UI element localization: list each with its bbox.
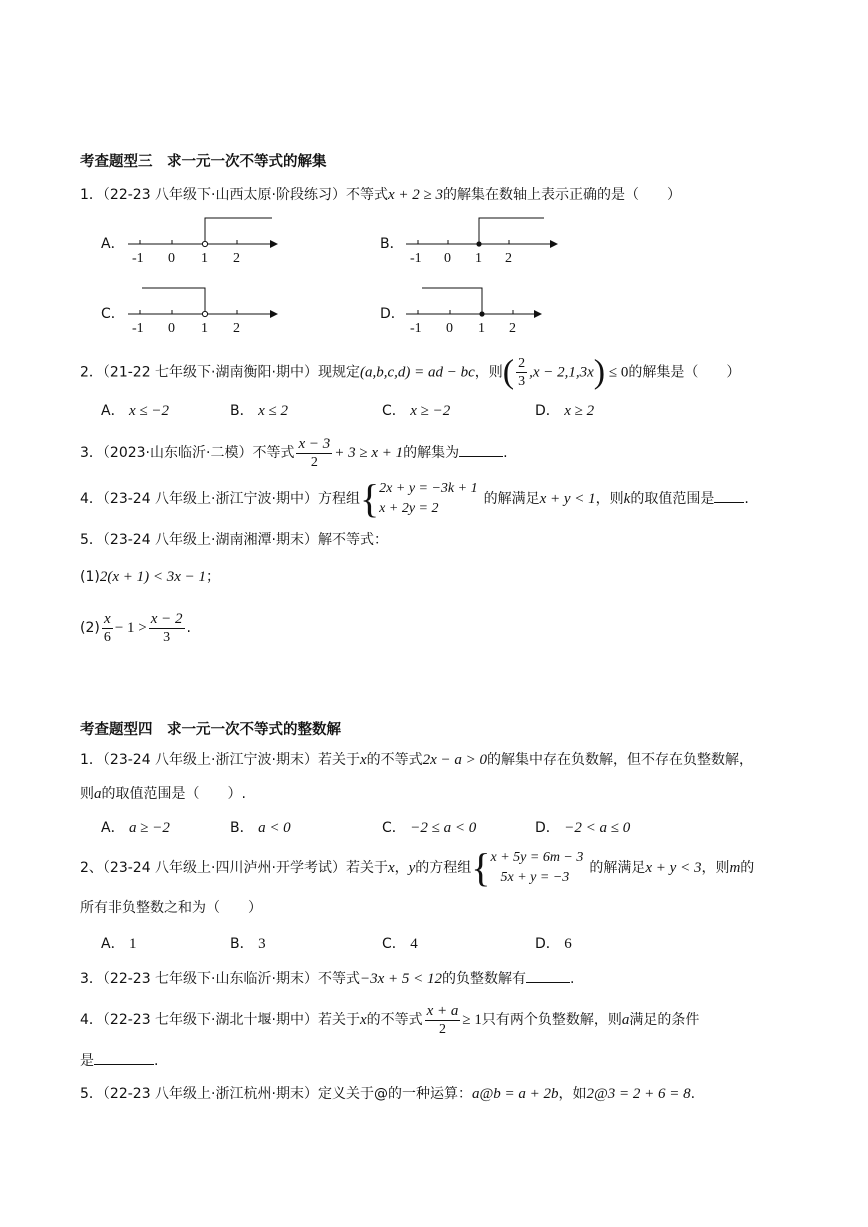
question-text: 方程组 — [317, 491, 360, 507]
tick-label: 0 — [446, 321, 453, 336]
s3-question-1 — [80, 185, 681, 205]
math-expression: a@b = a + 2b — [471, 1086, 559, 1102]
tick-label: 2 — [233, 321, 240, 336]
section-4-title: 考查题型四 求一元一次不等式的整数解 — [80, 722, 341, 738]
question-number: 2、 — [80, 860, 103, 876]
option-d-label: D． — [380, 306, 405, 322]
question-text: 现规定 — [317, 364, 360, 381]
question-source: （21-22 七年级下·湖南衡阳·期中） — [102, 364, 318, 381]
question-number: 3． — [80, 971, 103, 987]
s4-q1-option-d[interactable]: D． −2 < a ≤ 0 — [535, 820, 631, 836]
s3-question-3: 3．（2023·山东临沂·二模）不等式 $\frac{x - 3}{2}$ + 3 ≥ x + 1的解集为 . — [80, 435, 508, 470]
s3-question-4: 4．（23-24 八年级上·浙江宁波·期中）方程组{ 2x + y = −3k + 1 x + 2y = 2 的解满足x + y < 1，则k的取值范围是 . — [80, 476, 749, 521]
question-number: 2． — [80, 364, 103, 381]
tick-label: 1 — [201, 251, 208, 266]
tick-label: 2 — [233, 251, 240, 266]
fraction: $\frac{x - 3}{2}$ — [298, 435, 331, 470]
question-text: ，则 — [474, 364, 503, 381]
question-source: （2023·山东临沂·二模） — [102, 445, 253, 461]
s3-q2-option-b[interactable]: B． x ≤ 2 — [230, 403, 288, 419]
number-line-d — [400, 282, 560, 338]
equation-system: x + 5y = 6m − 3 5x + y = −3 — [490, 850, 584, 885]
fraction: $\frac{x}{6}$ — [103, 610, 111, 645]
tick-label: 1 — [478, 321, 485, 336]
s4-q2-option-c[interactable]: C． 4 — [382, 936, 418, 952]
question-source: （23-24 八年级上·浙江宁波·期中） — [102, 491, 318, 507]
s4-q1-option-b[interactable]: B． a < 0 — [230, 820, 291, 836]
question-source: （22-23 七年级下·湖北十堰·期中） — [102, 1012, 318, 1028]
option-b-label: B． — [380, 236, 404, 252]
math-expression: (a,b,c,d) = ad − bc — [359, 364, 475, 381]
s4-question-2: 2、（23-24 八年级上·四川泸州·开学考试）若关于x，y的方程组{ x + 5y = 6m − 3 5x + y = −3 的解满足x + y < 3，则m的 — [80, 845, 755, 890]
math-expression: ≤ 0 — [605, 364, 629, 381]
s3-question-5 — [80, 530, 388, 550]
tick-label: -1 — [410, 321, 422, 336]
s4-question-2-line2: 所有非负整数之和为（ ） — [80, 900, 262, 916]
s4-question-4-line2: 是 . — [80, 1050, 158, 1071]
tick-label: 2 — [505, 251, 512, 266]
tick-label: 1 — [475, 251, 482, 266]
tick-label: 0 — [168, 321, 175, 336]
definition-args: a,b,c,d — [364, 364, 406, 381]
question-number: 4． — [80, 1012, 103, 1028]
math-expression: 2@3 = 2 + 6 = 8 — [586, 1086, 691, 1102]
question-number: 5． — [80, 532, 103, 548]
s4-q1-option-c[interactable]: C． −2 ≤ a < 0 — [382, 820, 477, 836]
tick-label: 1 — [201, 321, 208, 336]
question-source: （22-23 八年级上·浙江杭州·期末） — [102, 1086, 318, 1102]
math-expression: x + y < 3 — [645, 860, 702, 876]
math-expression: 2x − a > 0 — [422, 752, 488, 768]
tick-label: -1 — [132, 321, 144, 336]
question-text: 的解满足 — [483, 491, 540, 507]
fraction: $\frac{x + a}{2}$ — [426, 1002, 459, 1037]
option-a-label: A． — [101, 236, 125, 252]
answer-blank[interactable] — [526, 968, 570, 983]
question-text: 的解集为 — [403, 445, 460, 461]
option-c-label: C． — [101, 306, 125, 322]
tick-label: 2 — [509, 321, 516, 336]
math-expression: 2(x + 1) < 3x − 1 — [99, 569, 207, 585]
equation-system: 2x + y = −3k + 1 x + 2y = 2 — [379, 481, 478, 516]
s4-q2-option-b[interactable]: B． 3 — [230, 936, 266, 952]
number-line-c — [120, 282, 280, 338]
tick-label: 0 — [444, 251, 451, 266]
question-text: 不等式 — [345, 187, 388, 203]
s3-q2-option-d[interactable]: D． x ≥ 2 — [535, 403, 595, 419]
math-expression: −3x + 5 < 12 — [359, 971, 442, 987]
s3-q2-option-c[interactable]: C． x ≥ −2 — [382, 403, 451, 419]
question-source: （23-24 八年级上·四川泸州·开学考试） — [102, 860, 346, 876]
s3-q5-part-2: (2) $\frac{x}{6}$ − 1 > $\frac{x - 2}{3}$ . — [80, 610, 191, 645]
tick-label: -1 — [410, 251, 422, 266]
question-number: 1． — [80, 187, 103, 203]
fraction: $\frac{2}{3}$ — [518, 356, 526, 389]
math-expression: x + y < 1 — [539, 491, 596, 507]
tick-label: -1 — [132, 251, 144, 266]
s4-question-4: 4．（22-23 七年级下·湖北十堰·期中）若关于x的不等式 $\frac{x + a}{2}$ ≥ 1只有两个负整数解，则a满足的条件 — [80, 1002, 700, 1037]
s4-question-5: 5．（22-23 八年级上·浙江杭州·期末）定义关于@的一种运算：a@b = a + 2b，如2@3 = 2 + 6 = 8. — [80, 1086, 696, 1102]
number-line-a — [120, 212, 280, 268]
math-expression: x + 2 ≥ 3 — [387, 187, 443, 203]
question-text: 解不等式： — [317, 532, 388, 548]
s3-q2-option-a[interactable]: A． x ≤ −2 — [101, 403, 170, 419]
fraction: $\frac{x - 2}{3}$ — [150, 610, 183, 645]
question-text: 不等式 — [252, 445, 295, 461]
s4-question-3: 3．（22-23 七年级下·山东临沂·期末）不等式−3x + 5 < 12的负整数解有 . — [80, 968, 574, 989]
number-line-b — [400, 212, 560, 268]
answer-blank[interactable] — [459, 442, 503, 457]
s3-q5-part-1: (1)2(x + 1) < 3x − 1； — [80, 569, 221, 585]
answer-blank[interactable] — [94, 1050, 154, 1065]
question-text: 的解集是（ ） — [628, 364, 741, 381]
s4-q1-option-a[interactable]: A． a ≥ −2 — [101, 820, 170, 836]
s4-q2-option-a[interactable]: A． 1 — [101, 936, 137, 952]
tick-label: 0 — [168, 251, 175, 266]
s4-q2-option-d[interactable]: D． 6 — [535, 936, 572, 952]
math-expression: + 3 ≥ x + 1 — [334, 445, 404, 461]
question-source: （23-24 八年级上·浙江宁波·期末） — [102, 752, 318, 768]
question-source: （23-24 八年级上·湖南湘潭·期末） — [102, 532, 318, 548]
definition-rhs: = ad − bc — [410, 364, 475, 381]
s3-question-2: 2．（21-22 七年级下·湖南衡阳·期中）现规定(a,b,c,d) = ad − bc，则( $\frac{2}{3}$ ,x − 2,1,3x) ≤ 0的解集是（ ） — [80, 353, 741, 391]
question-text: 的解集在数轴上表示正确的是（ ） — [442, 187, 681, 203]
question-number: 4． — [80, 491, 103, 507]
question-number: 5． — [80, 1086, 103, 1102]
answer-blank[interactable] — [714, 488, 744, 503]
question-source: （22-23 七年级下·山东临沂·期末） — [102, 971, 318, 987]
question-number: 1． — [80, 752, 103, 768]
question-number: 3． — [80, 445, 103, 461]
section-3-title: 考查题型三 求一元一次不等式的解集 — [80, 154, 327, 170]
s4-question-1: 1．（23-24 八年级上·浙江宁波·期末）若关于x的不等式2x − a > 0的解集中存在负数解，但不存在负整数解， — [80, 752, 754, 768]
question-source: （22-23 八年级下·山西太原·阶段练习） — [102, 187, 346, 203]
s4-question-1-line2: 则a的取值范围是（ ）. — [80, 786, 246, 802]
math-expression: ,x − 2,1,3x — [529, 364, 594, 381]
